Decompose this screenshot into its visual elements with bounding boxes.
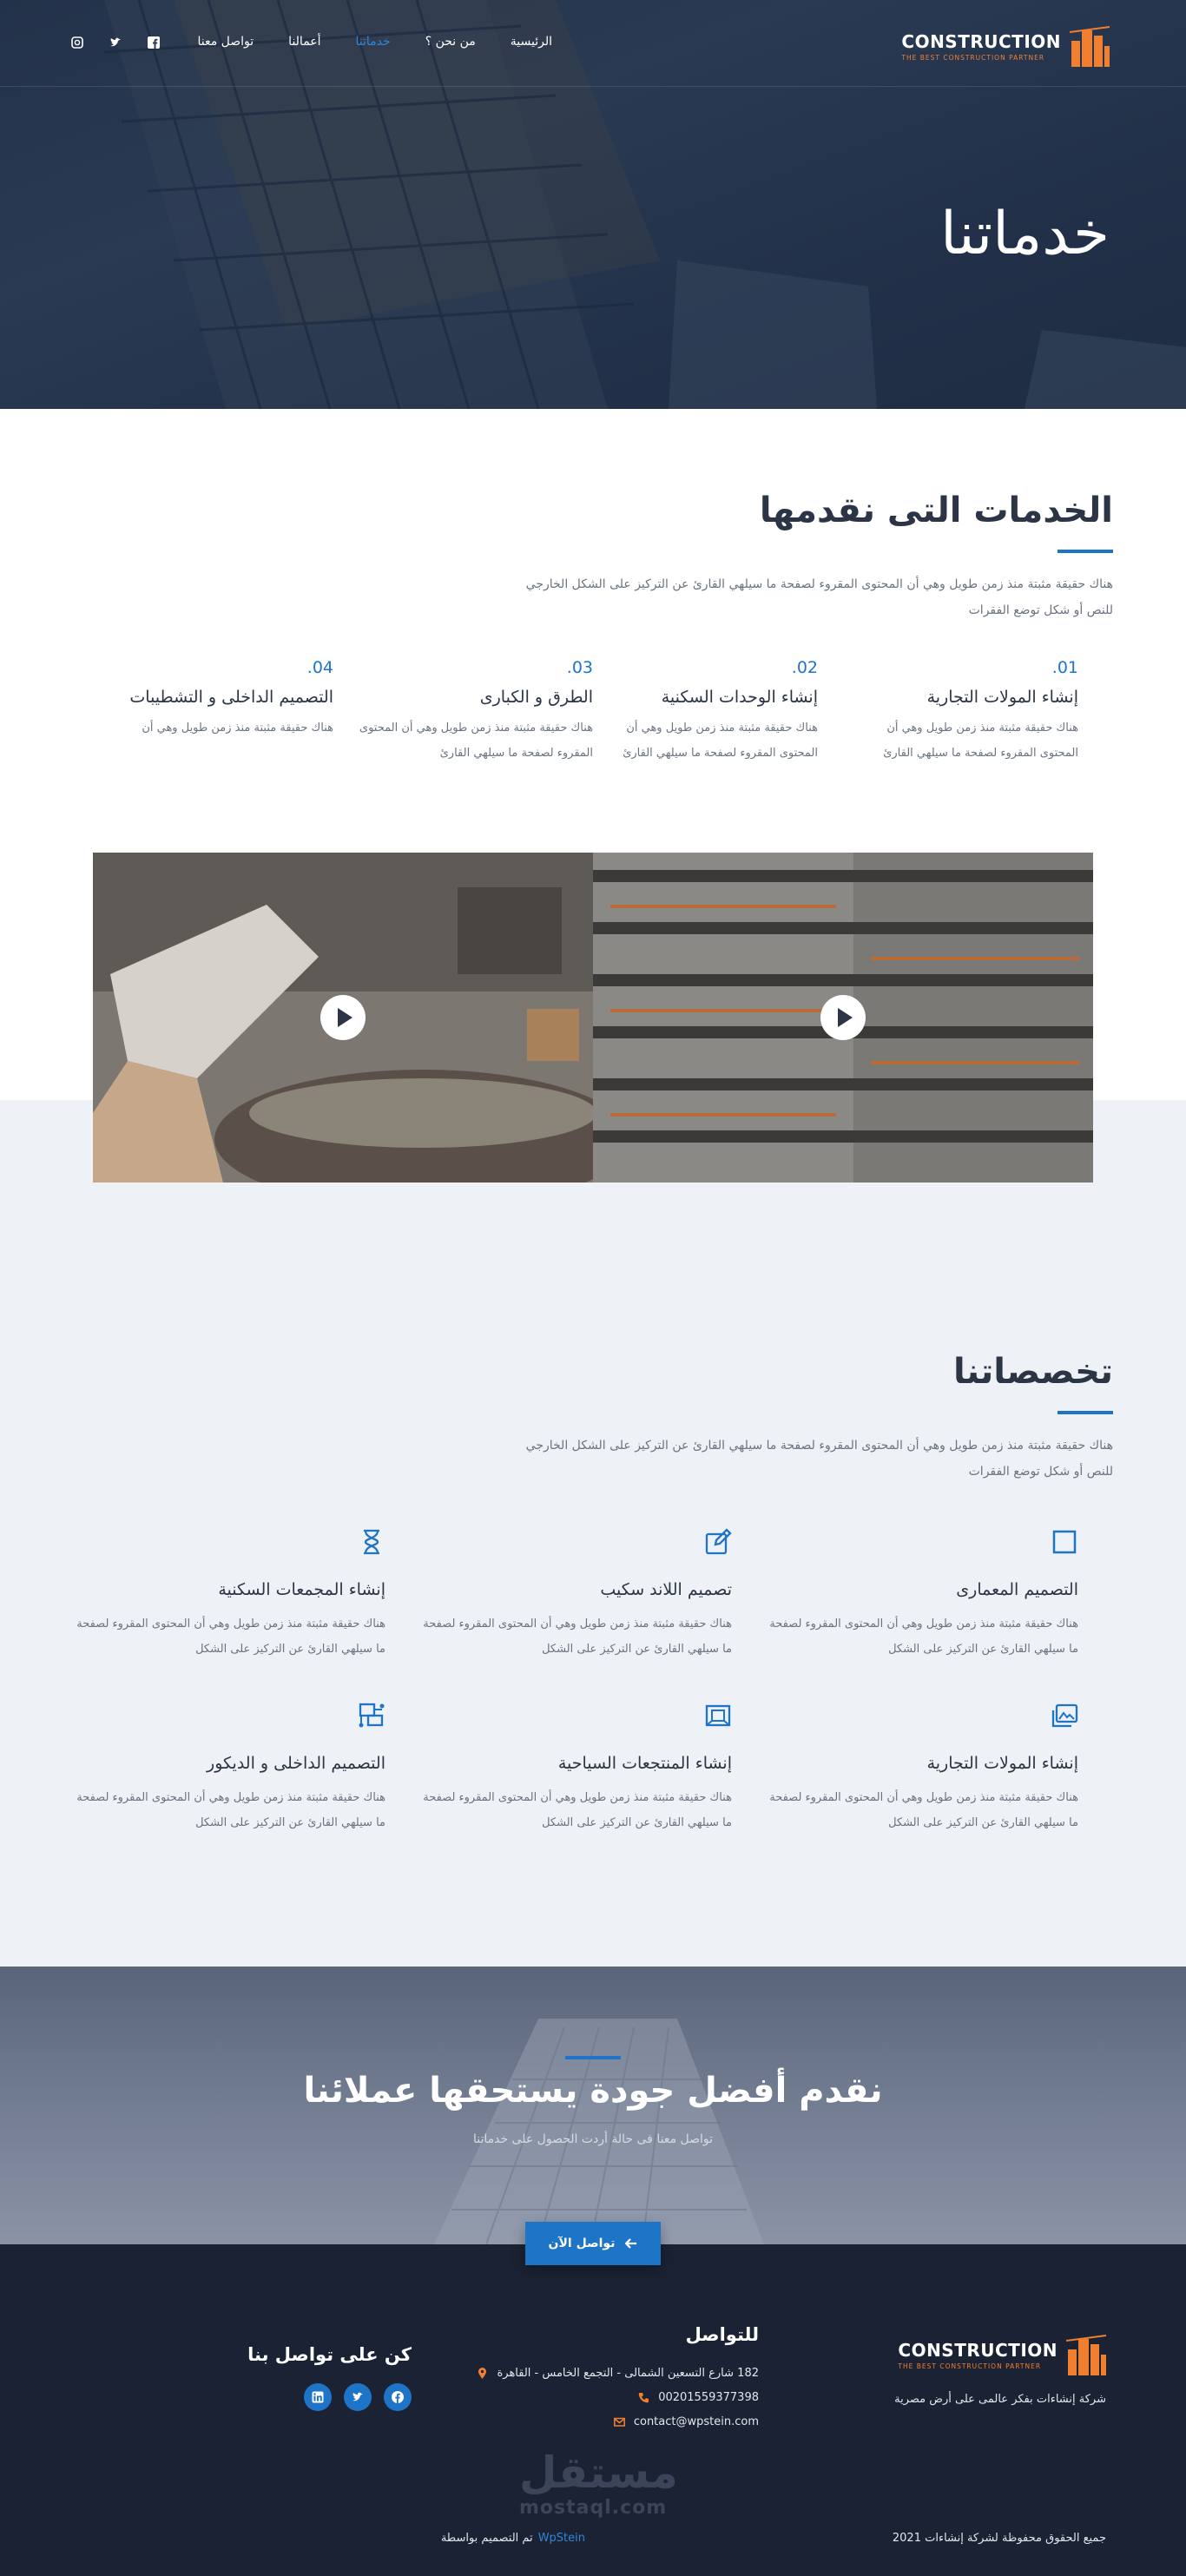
specialty-title: إنشاء المولات التجارية	[926, 1754, 1078, 1773]
footer-logo[interactable]	[898, 2334, 1106, 2375]
square-icon	[1051, 1528, 1078, 1556]
specialties-title: تخصصاتنا	[952, 1352, 1113, 1392]
email-row[interactable]	[614, 2415, 759, 2428]
nav-item-works[interactable]: أعمالنا	[288, 35, 321, 49]
service-description: هناك حقيقة مثبتة منذ زمن طويل وهي أن المحتوى المقروء لصفحة ما سيلهي القارئ	[623, 721, 818, 760]
specialty-title: التصميم المعمارى	[956, 1580, 1078, 1599]
specialty-description: هناك حقيقة مثبتة منذ زمن طويل وهي أن المحتوى المقروء لصفحة ما سيلهي القارئ عن التركيز على الشكل	[423, 1617, 732, 1656]
credit-prefix: تم التصميم بواسطة	[440, 2532, 533, 2545]
cta-title-line	[565, 2056, 621, 2059]
watermark-english: mostaql.com	[519, 2497, 668, 2519]
service-description: هناك حقيقة مثبتة منذ زمن طويل وهي أن المحتوى المقروء لصفحة ما سيلهي القارئ	[359, 721, 593, 760]
contact-title: للتواصل	[685, 2324, 759, 2345]
service-item	[82, 658, 333, 741]
services-title: الخدمات التى نقدمها	[759, 491, 1113, 530]
building-logo-icon	[1066, 2334, 1106, 2375]
network-icon	[358, 1702, 385, 1729]
nav-item-services[interactable]: خدماتنا	[355, 35, 391, 49]
twitter-icon[interactable]	[344, 2383, 372, 2411]
building-logo-icon	[1070, 25, 1110, 67]
copyright-text: جميع الحقوق محفوظة لشركة إنشاءات 2021	[892, 2532, 1106, 2545]
specialty-description: هناك حقيقة مثبتة منذ زمن طويل وهي أن المحتوى المقروء لصفحة ما سيلهي القارئ عن التركيز على الشكل	[769, 1791, 1078, 1829]
address-row	[477, 2367, 759, 2380]
services-title-underline	[1058, 550, 1113, 553]
edit-icon	[704, 1528, 732, 1556]
phone-icon	[638, 2392, 649, 2403]
linkedin-icon[interactable]	[304, 2383, 332, 2411]
service-description: هناك حقيقة مثبتة منذ زمن طويل وهي أن	[142, 721, 333, 735]
footer-brand-name: CONSTRUCTION	[898, 2339, 1058, 2361]
footer-about: شركة إنشاءات بفكر عالمى على أرض مصرية	[894, 2393, 1106, 2406]
phone-row[interactable]	[638, 2391, 759, 2404]
cta-title: نقدم أفضل جودة يستحقها عملائنا	[303, 2071, 883, 2111]
facebook-icon[interactable]	[384, 2383, 412, 2411]
credit-link[interactable]: WpStein	[537, 2532, 585, 2545]
top-navigation	[0, 0, 1186, 87]
service-number: 02.	[791, 658, 818, 677]
specialties-title-underline	[1058, 1411, 1113, 1414]
service-title: إنشاء المولات التجارية	[926, 688, 1078, 707]
service-description: هناك حقيقة مثبتة منذ زمن طويل وهي أن المحتوى المقروء لصفحة ما سيلهي القارئ	[883, 721, 1078, 760]
arrow-left-icon	[625, 2238, 637, 2249]
page-title: خدماتنا	[939, 200, 1110, 268]
footer-social-links	[304, 2383, 412, 2411]
service-title: إنشاء الوحدات السكنية	[661, 688, 818, 707]
address-text: 182 شارع التسعين الشمالى - التجمع الخامس - القاهرة	[497, 2367, 759, 2380]
email-icon	[614, 2416, 625, 2428]
phone-text: 00201559377398	[658, 2391, 759, 2404]
brand-logo[interactable]	[901, 24, 1110, 68]
service-item	[604, 658, 818, 766]
images-icon	[1051, 1702, 1078, 1729]
service-item	[877, 658, 1078, 766]
email-text: contact@wpstein.com	[633, 2415, 759, 2428]
brand-name: CONSTRUCTION	[901, 30, 1061, 52]
specialty-item	[64, 1528, 385, 1662]
specialty-description: هناك حقيقة مثبتة منذ زمن طويل وهي أن المحتوى المقروء لصفحة ما سيلهي القارئ عن التركيز على الشكل	[423, 1791, 732, 1829]
facebook-icon[interactable]	[148, 36, 160, 49]
service-title: الطرق و الكبارى	[479, 688, 593, 707]
specialties-description: هناك حقيقة مثبتة منذ زمن طويل وهي أن المحتوى المقروء لصفحة ما سيلهي القارئ عن التركيز على الشكل الخارجي للنص أو شكل توضع الفقرات	[525, 1439, 1113, 1479]
instagram-icon[interactable]	[71, 36, 83, 49]
specialty-item	[411, 1528, 732, 1662]
brand-tagline: THE BEST CONSTRUCTION PARTNER	[901, 53, 1045, 62]
contact-now-button[interactable]	[525, 2222, 661, 2265]
play-button[interactable]	[320, 995, 366, 1040]
specialty-title: إنشاء المجمعات السكنية	[218, 1580, 385, 1599]
service-number: 03.	[566, 658, 593, 677]
video-thumbnail-building[interactable]	[593, 853, 1093, 1183]
nav-item-home[interactable]: الرئيسية	[510, 35, 552, 49]
service-title: التصميم الداخلى و التشطيبات	[129, 688, 333, 707]
blueprint-icon	[704, 1702, 732, 1729]
design-credit	[441, 2532, 585, 2545]
mostaql-watermark	[519, 2448, 678, 2519]
cta-subtitle: تواصل معنا فى حالة أردت الحصول على خدماتنا	[472, 2132, 714, 2146]
specialty-description: هناك حقيقة مثبتة منذ زمن طويل وهي أن المحتوى المقروء لصفحة ما سيلهي القارئ عن التركيز على الشكل	[769, 1617, 1078, 1656]
service-number: 04.	[306, 658, 333, 677]
hero-banner	[0, 0, 1186, 409]
location-icon	[477, 2368, 488, 2379]
specialty-description: هناك حقيقة مثبتة منذ زمن طويل وهي أن المحتوى المقروء لصفحة ما سيلهي القارئ عن التركيز على الشكل	[76, 1617, 385, 1656]
services-description: هناك حقيقة مثبتة منذ زمن طويل وهي أن المحتوى المقروء لصفحة ما سيلهي القارئ عن التركيز على الشكل الخارجي للنص أو شكل توضع الفقرات	[525, 577, 1113, 617]
specialty-title: إنشاء المنتجعات السياحية	[557, 1754, 732, 1773]
nav-item-about[interactable]: من نحن ؟	[425, 35, 476, 49]
specialty-item	[411, 1702, 732, 1835]
main-menu	[197, 35, 552, 49]
specialty-item	[757, 1528, 1078, 1662]
header-social-links	[71, 36, 160, 49]
footer-brand-tagline: THE BEST CONSTRUCTION PARTNER	[898, 2362, 1042, 2370]
contact-now-label: تواصل الآن	[548, 2237, 616, 2250]
service-item	[348, 658, 593, 766]
specialty-title: تصميم اللاند سكيب	[600, 1580, 732, 1599]
follow-title: كن على تواصل بنا	[247, 2344, 412, 2365]
play-button[interactable]	[820, 995, 866, 1040]
site-footer	[0, 2244, 1186, 2576]
specialty-title: التصميم الداخلى و الديكور	[207, 1754, 385, 1773]
nav-item-contact[interactable]: تواصل معنا	[197, 35, 254, 49]
service-number: 01.	[1051, 658, 1078, 677]
specialty-description: هناك حقيقة مثبتة منذ زمن طويل وهي أن المحتوى المقروء لصفحة ما سيلهي القارئ عن التركيز على الشكل	[76, 1791, 385, 1829]
video-thumbnail-concrete[interactable]	[93, 853, 593, 1183]
specialty-item	[757, 1702, 1078, 1835]
hourglass-icon	[358, 1528, 385, 1556]
twitter-icon[interactable]	[109, 36, 122, 49]
specialty-item	[64, 1702, 385, 1835]
watermark-arabic: مستقل	[519, 2448, 678, 2498]
